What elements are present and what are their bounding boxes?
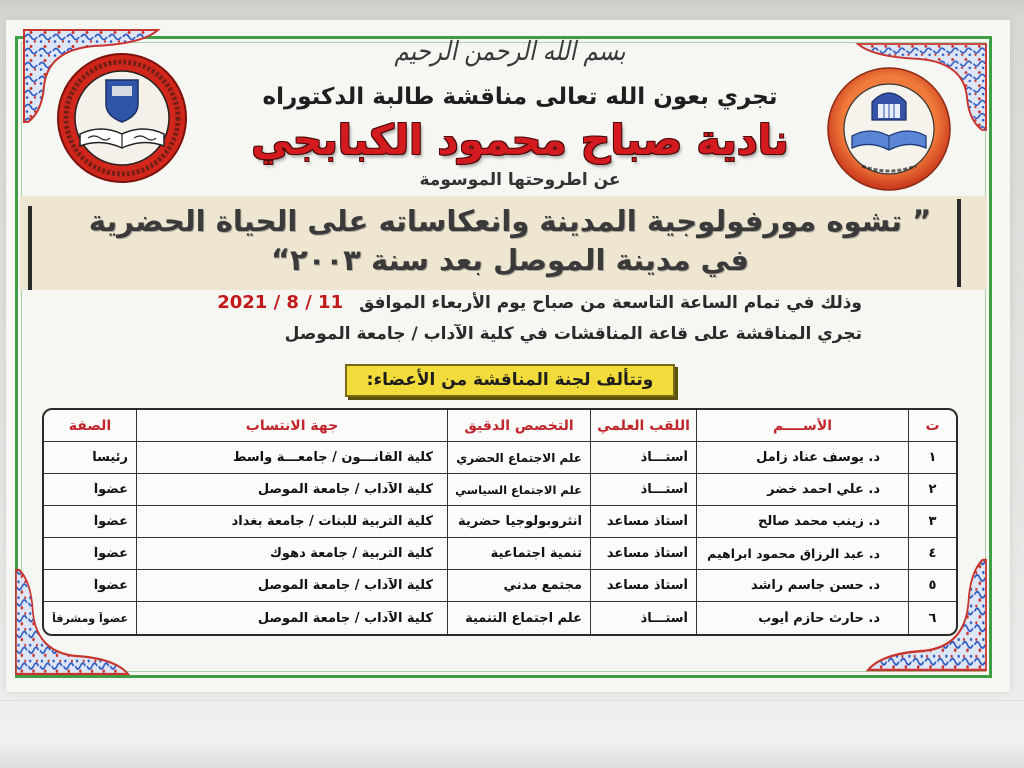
table-row	[44, 442, 956, 474]
cell-rank	[590, 474, 696, 506]
member-name: د. علي احمد خضر	[767, 482, 880, 497]
member-rank: أستاذ مساعد	[606, 546, 688, 561]
member-name: د. زينب محمد صالح	[758, 514, 880, 529]
table-row	[44, 474, 956, 506]
student-name: نادية صباح محمود الكبابجي	[251, 116, 789, 164]
cell-role	[44, 538, 136, 570]
cell-rank	[590, 442, 696, 474]
member-index: ٤	[928, 546, 937, 561]
column-header-affiliation	[136, 410, 447, 442]
cell-specialty	[447, 442, 590, 474]
cell-index	[908, 442, 956, 474]
member-rank: أستاذ مساعد	[606, 578, 688, 593]
member-name: د. حسن جاسم راشد	[751, 578, 880, 593]
member-rank: أستـــاذ	[640, 450, 688, 465]
member-index: ٢	[928, 482, 937, 497]
schedule-line	[150, 292, 862, 320]
thesis-title-line-1: ” تشوه مورفولوجية المدينة وانعكاساته على الحياة الحضرية	[88, 204, 932, 238]
member-specialty: تنمية اجتماعية	[490, 546, 582, 561]
cell-affiliation	[136, 538, 447, 570]
member-rank: أستـــاذ	[640, 482, 688, 497]
member-role: عضواً	[93, 514, 128, 529]
member-name: د. حارث حازم أيوب	[758, 610, 880, 626]
member-specialty: علم اجتماع التنمية	[465, 610, 582, 626]
cell-name	[696, 602, 908, 634]
member-index: ٥	[928, 578, 937, 593]
cell-name	[696, 506, 908, 538]
table-row	[44, 570, 956, 602]
member-role: رئيساً	[92, 450, 128, 465]
member-specialty: علم الاجتماع السياسي	[455, 482, 582, 497]
cell-name	[696, 474, 908, 506]
schedule-time-text: وذلك في تمام الساعة التاسعة من صباح يوم الأربعاء الموافق	[359, 293, 862, 313]
paper-fold	[0, 700, 1024, 701]
band-divider-left	[28, 206, 32, 290]
intro-line: تجري بعون الله تعالى مناقشة طالبة الدكتوراه	[262, 84, 778, 110]
cell-role	[44, 506, 136, 538]
cell-affiliation	[136, 442, 447, 474]
column-header-rank	[590, 410, 696, 442]
member-index: ٦	[928, 610, 937, 626]
cell-specialty	[447, 506, 590, 538]
cell-affiliation	[136, 570, 447, 602]
cell-rank	[590, 538, 696, 570]
member-rank: أستـــاذ	[640, 610, 688, 626]
member-affiliation: كلية التربية للبنات / جامعة بغداد	[231, 514, 433, 529]
cell-index	[908, 570, 956, 602]
column-header-rank-label: اللقب العلمي	[597, 417, 690, 434]
table-row	[44, 538, 956, 570]
member-affiliation: كلية التربية / جامعة دهوك	[270, 546, 433, 561]
cell-specialty	[447, 538, 590, 570]
member-name: د. عبد الرزاق محمود ابراهيم	[707, 546, 880, 561]
thesis-intro: عن اطروحتها الموسومة	[419, 170, 621, 190]
defense-date: 2021 / 8 / 11	[217, 292, 344, 313]
member-role: عضواً ومشرفاً	[52, 611, 128, 625]
column-header-name-label: الأســــم	[772, 417, 833, 434]
cell-rank	[590, 506, 696, 538]
member-affiliation: كلية القانـــون / جامعـــة واسط	[232, 450, 433, 465]
member-role: عضواً	[93, 546, 128, 561]
member-affiliation: كلية الآداب / جامعة الموصل	[257, 578, 433, 593]
cell-index	[908, 602, 956, 634]
column-header-index	[908, 410, 956, 442]
member-name: د. يوسف عناد زامل	[756, 450, 880, 465]
column-header-specialty	[447, 410, 590, 442]
cell-affiliation	[136, 506, 447, 538]
member-affiliation: كلية الآداب / جامعة الموصل	[257, 482, 433, 497]
cell-role	[44, 442, 136, 474]
member-specialty: مجتمع مدني	[503, 578, 582, 593]
thesis-title-line-2: في مدينة الموصل بعد سنة ٢٠٠٣“	[270, 243, 750, 277]
cell-affiliation	[136, 474, 447, 506]
column-header-role	[44, 410, 136, 442]
cell-index	[908, 538, 956, 570]
committee-heading: وتتألف لجنة المناقشة من الأعضاء:	[345, 364, 675, 397]
university-seal-icon	[56, 52, 188, 184]
member-index: ١	[928, 450, 937, 465]
cell-rank	[590, 570, 696, 602]
column-header-role-label: الصفة	[68, 417, 112, 434]
column-header-name	[696, 410, 908, 442]
column-header-affiliation-label: جهة الانتساب	[245, 417, 339, 434]
table-row	[44, 506, 956, 538]
cell-role	[44, 602, 136, 634]
column-header-specialty-label: التخصص الدقيق	[464, 417, 574, 434]
cell-index	[908, 474, 956, 506]
member-affiliation: كلية الآداب / جامعة الموصل	[257, 610, 433, 626]
cell-specialty	[447, 602, 590, 634]
member-index: ٣	[928, 514, 937, 529]
cell-name	[696, 570, 908, 602]
member-role: عضواً	[93, 578, 128, 593]
member-rank: أستاذ مساعد	[606, 514, 688, 529]
column-header-index-label: ت	[925, 417, 940, 434]
cell-role	[44, 474, 136, 506]
member-specialty: انثروبولوجيا حضرية	[458, 514, 582, 529]
cell-specialty	[447, 474, 590, 506]
cell-name	[696, 538, 908, 570]
cell-index	[908, 506, 956, 538]
member-role: عضواً	[93, 482, 128, 497]
member-specialty: علم الاجتماع الحضري	[456, 450, 582, 465]
table-row	[44, 602, 956, 634]
cell-name	[696, 442, 908, 474]
cell-rank	[590, 602, 696, 634]
cell-affiliation	[136, 602, 447, 634]
cell-specialty	[447, 570, 590, 602]
committee-table	[42, 408, 958, 636]
cell-role	[44, 570, 136, 602]
table-header-row	[44, 410, 956, 442]
venue-line: تجري المناقشة على قاعة المناقشات في كلية الآداب / جامعة الموصل	[284, 324, 862, 344]
basmala: بسم الله الرحمن الرحيم	[394, 37, 626, 67]
